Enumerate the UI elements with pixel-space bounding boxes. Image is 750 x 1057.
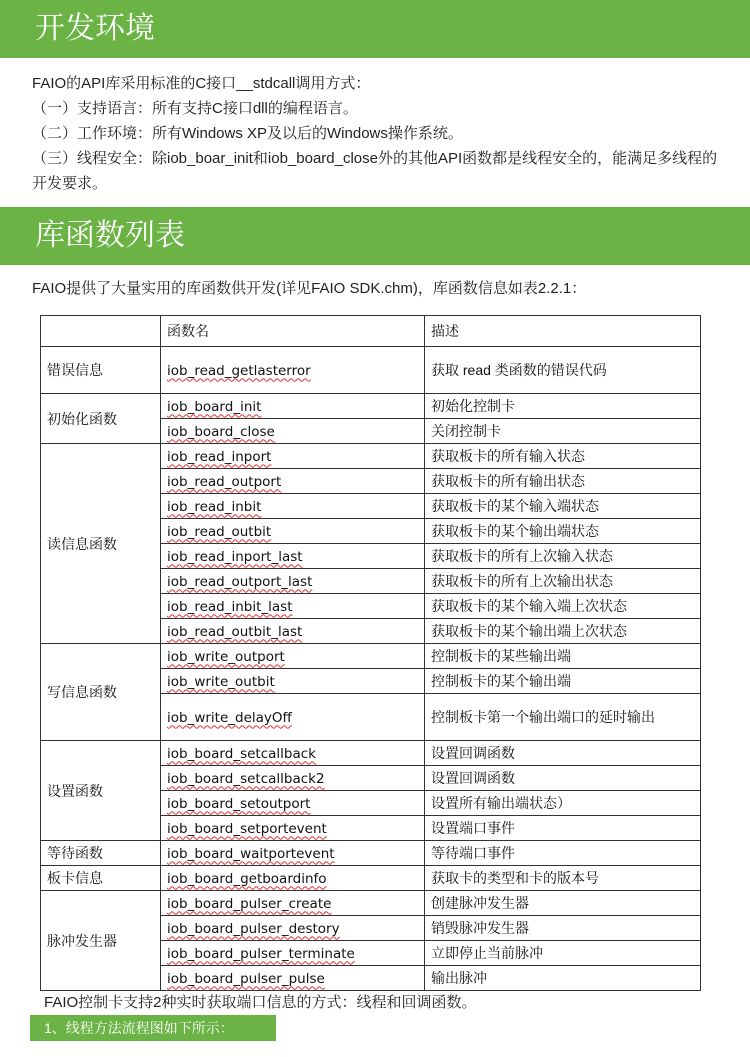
table-row bbox=[41, 866, 701, 891]
category-cell: 错误信息 bbox=[41, 347, 161, 394]
section-heading-lib-functions bbox=[0, 207, 750, 265]
description-cell: 创建脉冲发生器 bbox=[425, 891, 701, 916]
dev-env-line: （一）支持语言：所有支持C接口dll的编程语言。 bbox=[32, 100, 358, 117]
description-cell: 设置端口事件 bbox=[425, 816, 701, 841]
function-name-cell bbox=[161, 519, 425, 544]
dev-env-line: （三）线程安全：除iob_boar_init和iob_board_close外的其他API函数都是线程安全的，能满足多线程的开发要求。 bbox=[32, 150, 718, 192]
function-name-cell bbox=[161, 941, 425, 966]
function-name-cell bbox=[161, 644, 425, 669]
function-name-cell bbox=[161, 816, 425, 841]
table-row bbox=[41, 741, 701, 766]
description-cell: 设置回调函数 bbox=[425, 766, 701, 791]
description-cell: 控制板卡的某些输出端 bbox=[425, 644, 701, 669]
function-name: iob_read_outport_last bbox=[167, 573, 313, 590]
function-name: iob_board_init bbox=[167, 398, 262, 415]
description-cell: 立即停止当前脉冲 bbox=[425, 941, 701, 966]
description-cell: 获取板卡的所有上次输出状态 bbox=[425, 569, 701, 594]
function-name: iob_read_outbit_last bbox=[167, 623, 303, 640]
function-name: iob_read_inbit_last bbox=[167, 598, 293, 615]
function-name-cell bbox=[161, 766, 425, 791]
function-name: iob_read_getlasterror bbox=[167, 362, 311, 379]
description-cell: 获取板卡的某个输入端状态 bbox=[425, 494, 701, 519]
function-name-cell bbox=[161, 469, 425, 494]
table-row bbox=[41, 444, 701, 469]
description-cell: 获取板卡的所有上次输入状态 bbox=[425, 544, 701, 569]
section-heading-dev-env bbox=[0, 0, 750, 58]
function-name: iob_board_pulser_pulse bbox=[167, 970, 325, 987]
function-name-cell bbox=[161, 916, 425, 941]
description-cell: 设置回调函数 bbox=[425, 741, 701, 766]
function-name-cell bbox=[161, 394, 425, 419]
header-cell bbox=[41, 316, 161, 347]
function-name-cell bbox=[161, 669, 425, 694]
function-name-cell bbox=[161, 966, 425, 991]
description-cell: 获取板卡的某个输入端上次状态 bbox=[425, 594, 701, 619]
category-cell: 板卡信息 bbox=[41, 866, 161, 891]
header-cell: 描述 bbox=[425, 316, 701, 347]
table-row bbox=[41, 347, 701, 394]
function-name-cell bbox=[161, 594, 425, 619]
function-name-cell bbox=[161, 444, 425, 469]
category-cell: 脉冲发生器 bbox=[41, 891, 161, 991]
description-cell: 获取板卡的某个输出端状态 bbox=[425, 519, 701, 544]
function-name-cell bbox=[161, 347, 425, 394]
function-name-cell bbox=[161, 791, 425, 816]
description-cell: 初始化控制卡 bbox=[425, 394, 701, 419]
function-name-cell bbox=[161, 866, 425, 891]
dev-env-line: FAIO的API库采用标准的C接口__stdcall调用方式： bbox=[32, 75, 371, 92]
category-cell: 等待函数 bbox=[41, 841, 161, 866]
category-cell: 初始化函数 bbox=[41, 394, 161, 444]
function-name: iob_board_setportevent bbox=[167, 820, 327, 837]
function-name-cell bbox=[161, 419, 425, 444]
category-cell: 设置函数 bbox=[41, 741, 161, 841]
function-name-cell bbox=[161, 544, 425, 569]
table-row bbox=[41, 394, 701, 419]
header-cell: 函数名 bbox=[161, 316, 425, 347]
description-cell: 获取板卡的所有输出状态 bbox=[425, 469, 701, 494]
function-name: iob_read_outport bbox=[167, 473, 282, 490]
function-name: iob_write_delayOff bbox=[167, 709, 292, 726]
function-name: iob_board_setcallback bbox=[167, 745, 316, 762]
function-name: iob_board_setoutport bbox=[167, 795, 311, 812]
function-name: iob_board_pulser_destory bbox=[167, 920, 340, 937]
description-cell: 控制板卡第一个输出端口的延时输出 bbox=[425, 694, 701, 741]
description-cell: 获取卡的类型和卡的版本号 bbox=[425, 866, 701, 891]
table-row bbox=[41, 891, 701, 916]
function-name-cell bbox=[161, 619, 425, 644]
description-cell: 销毁脉冲发生器 bbox=[425, 916, 701, 941]
description-cell: 获取板卡的所有输入状态 bbox=[425, 444, 701, 469]
function-name: iob_board_getboardinfo bbox=[167, 870, 327, 887]
description-cell: 获取板卡的某个输出端上次状态 bbox=[425, 619, 701, 644]
table-row bbox=[41, 644, 701, 669]
section-title: 开发环境 bbox=[35, 11, 155, 46]
function-name-cell bbox=[161, 494, 425, 519]
table-header-row bbox=[41, 316, 701, 347]
function-name: iob_board_waitportevent bbox=[167, 845, 335, 862]
function-name-cell bbox=[161, 891, 425, 916]
dev-env-text bbox=[32, 71, 722, 196]
dev-env-line: （二）工作环境：所有Windows XP及以后的Windows操作系统。 bbox=[32, 125, 463, 142]
function-name-cell bbox=[161, 694, 425, 741]
function-name-cell bbox=[161, 841, 425, 866]
lib-intro-text: FAIO提供了大量实用的库函数供开发(详见FAIO SDK.chm)，库函数信息如表2.2.1： bbox=[32, 280, 587, 297]
section-title: 库函数列表 bbox=[35, 218, 185, 253]
description-cell: 设置所有输出端状态） bbox=[425, 791, 701, 816]
description-cell: 获取 read 类函数的错误代码 bbox=[425, 347, 701, 394]
function-name: iob_read_outbit bbox=[167, 523, 272, 540]
function-table bbox=[40, 315, 701, 991]
category-cell: 写信息函数 bbox=[41, 644, 161, 741]
realtime-note: FAIO控制卡支持2种实时获取端口信息的方式：线程和回调函数。 bbox=[44, 994, 477, 1011]
function-name: iob_board_pulser_create bbox=[167, 895, 332, 912]
function-name: iob_write_outport bbox=[167, 648, 285, 665]
table-row bbox=[41, 841, 701, 866]
category-cell: 读信息函数 bbox=[41, 444, 161, 644]
function-name: iob_write_outbit bbox=[167, 673, 275, 690]
description-cell: 等待端口事件 bbox=[425, 841, 701, 866]
function-name: iob_read_inport_last bbox=[167, 548, 303, 565]
function-name-cell bbox=[161, 569, 425, 594]
function-name: iob_board_close bbox=[167, 423, 275, 440]
function-name: iob_board_pulser_terminate bbox=[167, 945, 355, 962]
description-cell: 关闭控制卡 bbox=[425, 419, 701, 444]
flowchart-caption: 1、线程方法流程图如下所示： bbox=[44, 1020, 234, 1036]
function-name: iob_read_inbit bbox=[167, 498, 262, 515]
description-cell: 控制板卡的某个输出端 bbox=[425, 669, 701, 694]
description-cell: 输出脉冲 bbox=[425, 966, 701, 991]
function-name: iob_board_setcallback2 bbox=[167, 770, 325, 787]
flowchart-caption-bar bbox=[30, 1015, 276, 1041]
function-name-cell bbox=[161, 741, 425, 766]
function-name: iob_read_inport bbox=[167, 448, 272, 465]
